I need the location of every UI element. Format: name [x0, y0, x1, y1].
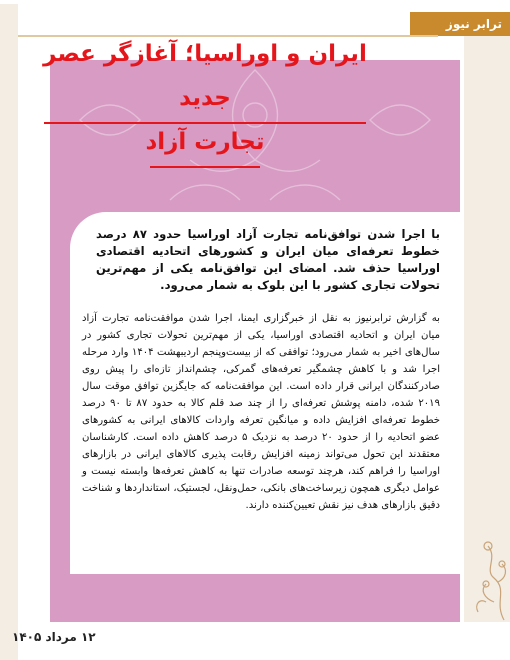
- issue-date: ۱۲ مرداد ۱۴۰۵: [12, 630, 96, 644]
- article-body: به گزارش ترابرنیوز به نقل از خبرگزاری ایمنا، اجرا شدن موافقت‌نامه تجارت آزاد میان ایران و اتحادیه اقتصادی اوراسیا، یکی از مهم‌ترین تحولات تجاری کشور در سال‌های اخیر به شمار می‌رود؛ توافقی که از بیست‌وپنجم اردیبهشت ۱۴۰۴ وارد مرحله اجرا شد و با کاهش چشمگیر تعرفه‌های گمرکی، چشم‌انداز تازه‌ای را پیش روی صادرکنندگان ایرانی قرار داده است. این موافقت‌نامه که جایگزین توافق موقت سال ۲۰۱۹ شده، دامنه پوشش تعرفه‌ای را از چند صد قلم کالا به حدود ۸۷ تا ۹۰ درصد خطوط تعرفه‌ای افزایش داده و میانگین تعرفه واردات کالاهای ایرانی به کشورهای عضو اتحادیه را از حدود ۲۰ درصد به نزدیک ۵ درصد کاهش داده است. کارشناسان معتقدند این تحول می‌تواند زمینه افزایش رقابت پذیری کالاهای ایرانی در بازارهای اوراسیا را فراهم کند، هرچند توسعه صادرات تنها به کاهش تعرفه‌ها وابسته نیست و عوامل دیگری همچون زیرساخت‌های بانکی، حمل‌ونقل، لجستیک، استانداردها و شناخت دقیق بازارهای هدف نیز نقش تعیین‌کننده دارند.: [82, 313, 441, 511]
- article-lead: با اجرا شدن توافق‌نامه تجارت آزاد اوراسیا حدود ۸۷ درصد خطوط تعرفه‌ای میان ایران و کشورهای اتحادیه اقتصادی اوراسیا حذف شد. امضای این توافق‌نامه یکی از مهم‌ترین تحولات تجاری کشور با این بلوک به شمار می‌رود.: [96, 227, 441, 292]
- title-line-2: تجارت آزاد: [145, 129, 265, 155]
- left-margin: [0, 0, 18, 660]
- title-underline-1: [44, 122, 366, 124]
- floral-ornament-icon: [464, 532, 510, 622]
- right-ornament-column: [464, 36, 510, 622]
- title-underline-2: [150, 166, 260, 168]
- article-title: [40, 32, 370, 164]
- title-line-1: ایران و اوراسیا؛ آغازگر عصر جدید: [43, 41, 367, 111]
- publication-name: ترابر نیوز: [410, 12, 510, 36]
- top-strip: [0, 0, 510, 4]
